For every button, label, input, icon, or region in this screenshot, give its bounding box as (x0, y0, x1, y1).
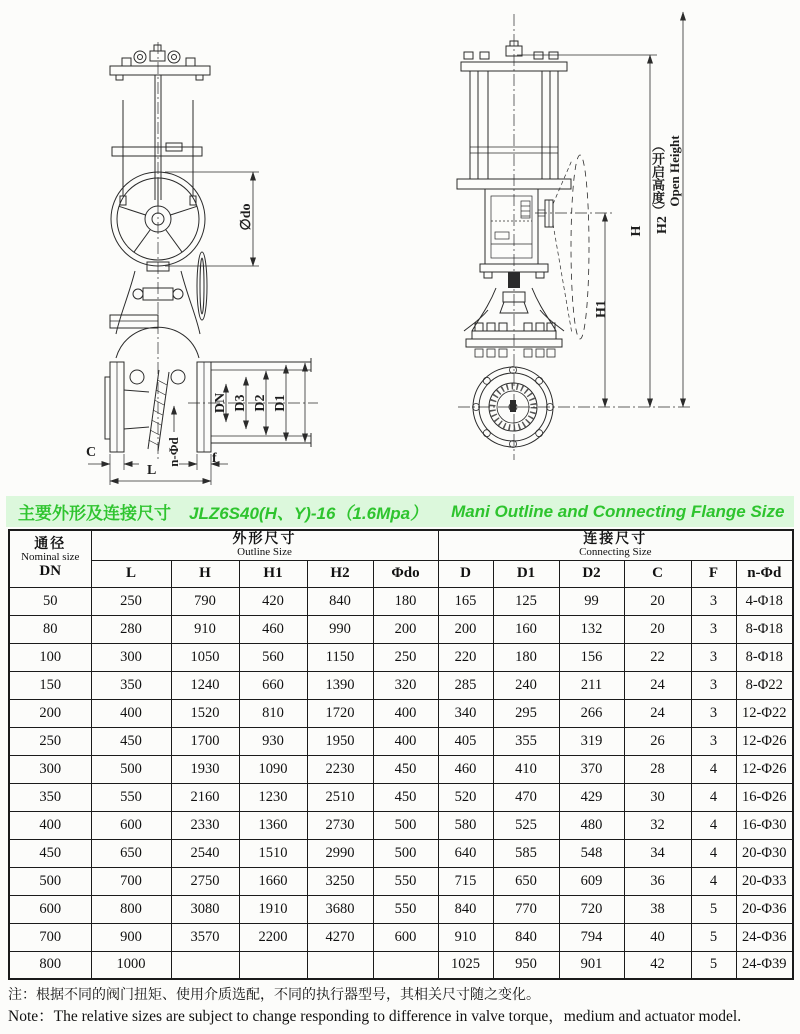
value-cell: 5 (691, 923, 736, 951)
value-cell: 2750 (171, 867, 239, 895)
value-cell: 2540 (171, 839, 239, 867)
dim-label-l: L (147, 463, 157, 478)
header-connecting-zh: 连接尺寸 (583, 532, 648, 548)
value-cell: 1720 (307, 699, 373, 727)
valve-drawings-svg (0, 0, 800, 497)
value-cell: 12-Φ26 (736, 755, 793, 783)
col-header-do: Φdo (373, 560, 438, 587)
value-cell: 24 (624, 699, 691, 727)
value-cell: 3570 (171, 923, 239, 951)
table-row (9, 727, 793, 755)
value-cell: 4 (691, 811, 736, 839)
value-cell: 99 (559, 587, 624, 615)
value-cell: 1050 (171, 643, 239, 671)
value-cell: 3 (691, 587, 736, 615)
dn-cell: 150 (9, 671, 91, 699)
value-cell: 1090 (239, 755, 307, 783)
dim-label-d3: D3 (233, 394, 248, 412)
value-cell: 609 (559, 867, 624, 895)
value-cell: 720 (559, 895, 624, 923)
value-cell (239, 951, 307, 979)
col-header-H: H (171, 560, 239, 587)
value-cell: 26 (624, 727, 691, 755)
dn-cell: 50 (9, 587, 91, 615)
value-cell: 4270 (307, 923, 373, 951)
table-row (9, 755, 793, 783)
value-cell: 400 (91, 699, 171, 727)
table-row (9, 839, 793, 867)
dim-label-open-height-en: Open Height (667, 135, 682, 207)
value-cell: 30 (624, 783, 691, 811)
value-cell: 24 (624, 671, 691, 699)
left-valve-drawing (88, 42, 318, 485)
value-cell: 400 (373, 699, 438, 727)
table-row (9, 699, 793, 727)
value-cell: 355 (493, 727, 559, 755)
value-cell: 429 (559, 783, 624, 811)
value-cell: 840 (438, 895, 493, 923)
value-cell: 4 (691, 755, 736, 783)
col-header-H1: H1 (239, 560, 307, 587)
value-cell: 200 (438, 615, 493, 643)
value-cell: 585 (493, 839, 559, 867)
value-cell: 20 (624, 615, 691, 643)
value-cell: 3080 (171, 895, 239, 923)
value-cell: 900 (91, 923, 171, 951)
value-cell: 840 (307, 587, 373, 615)
value-cell: 300 (91, 643, 171, 671)
value-cell: 500 (91, 755, 171, 783)
value-cell: 3 (691, 615, 736, 643)
value-cell: 3 (691, 727, 736, 755)
value-cell: 2230 (307, 755, 373, 783)
col-header-L: L (91, 560, 171, 587)
value-cell: 910 (171, 615, 239, 643)
value-cell: 930 (239, 727, 307, 755)
dim-label-h: H (629, 225, 644, 237)
value-cell: 950 (493, 951, 559, 979)
dn-cell: 300 (9, 755, 91, 783)
value-cell: 16-Φ30 (736, 811, 793, 839)
value-cell: 910 (438, 923, 493, 951)
col-header-C: C (624, 560, 691, 587)
value-cell: 460 (239, 615, 307, 643)
value-cell: 3 (691, 671, 736, 699)
value-cell: 901 (559, 951, 624, 979)
value-cell: 1000 (91, 951, 171, 979)
value-cell: 548 (559, 839, 624, 867)
value-cell: 42 (624, 951, 691, 979)
table-row (9, 895, 793, 923)
value-cell: 12-Φ26 (736, 727, 793, 755)
value-cell: 4-Φ18 (736, 587, 793, 615)
value-cell: 1520 (171, 699, 239, 727)
value-cell: 1360 (239, 811, 307, 839)
value-cell: 550 (91, 783, 171, 811)
value-cell: 1510 (239, 839, 307, 867)
value-cell: 520 (438, 783, 493, 811)
dn-cell: 200 (9, 699, 91, 727)
value-cell: 285 (438, 671, 493, 699)
dimension-table-body (9, 587, 793, 979)
value-cell: 790 (171, 587, 239, 615)
value-cell: 700 (91, 867, 171, 895)
table-row (9, 867, 793, 895)
dn-cell: 500 (9, 867, 91, 895)
dn-cell: 100 (9, 643, 91, 671)
value-cell: 770 (493, 895, 559, 923)
value-cell: 340 (438, 699, 493, 727)
value-cell: 280 (91, 615, 171, 643)
value-cell: 450 (373, 783, 438, 811)
value-cell: 20-Φ36 (736, 895, 793, 923)
header-group-connecting-size (438, 530, 793, 560)
value-cell: 600 (91, 811, 171, 839)
value-cell: 640 (438, 839, 493, 867)
value-cell: 28 (624, 755, 691, 783)
value-cell: 20 (624, 587, 691, 615)
dim-label-d1: D1 (273, 394, 288, 412)
dn-cell: 800 (9, 951, 91, 979)
value-cell: 36 (624, 867, 691, 895)
header-nominal-size-en: Nominal size (21, 551, 80, 564)
dim-label-h1: H1 (594, 300, 609, 318)
title-english: Mani Outline and Connecting Flange Size (451, 501, 785, 521)
dimension-table-container (8, 529, 794, 980)
title-model-number: JLZ6S40(H、Y)-16（1.6Mpa） (189, 504, 428, 523)
value-cell: 470 (493, 783, 559, 811)
value-cell: 1025 (438, 951, 493, 979)
dim-label-dn: DN (213, 392, 228, 414)
value-cell: 560 (239, 643, 307, 671)
value-cell: 5 (691, 951, 736, 979)
value-cell: 5 (691, 895, 736, 923)
value-cell: 180 (373, 587, 438, 615)
value-cell: 480 (559, 811, 624, 839)
value-cell: 266 (559, 699, 624, 727)
value-cell: 180 (493, 643, 559, 671)
value-cell: 500 (373, 811, 438, 839)
value-cell: 2160 (171, 783, 239, 811)
title-chinese: 主要外形及连接尺寸 (18, 504, 171, 523)
value-cell: 4 (691, 867, 736, 895)
dn-cell: 80 (9, 615, 91, 643)
value-cell: 320 (373, 671, 438, 699)
value-cell: 580 (438, 811, 493, 839)
value-cell: 8-Φ18 (736, 615, 793, 643)
value-cell: 660 (239, 671, 307, 699)
value-cell: 400 (373, 727, 438, 755)
value-cell: 525 (493, 811, 559, 839)
value-cell: 1700 (171, 727, 239, 755)
value-cell: 40 (624, 923, 691, 951)
table-row (9, 587, 793, 615)
col-header-H2: H2 (307, 560, 373, 587)
dn-cell: 350 (9, 783, 91, 811)
table-row (9, 671, 793, 699)
header-nominal-size-zh: 通径 (34, 537, 67, 553)
value-cell: 250 (373, 643, 438, 671)
note-chinese: 注：根据不同的阀门扭矩、使用介质选配，不同的执行器型号，其相关尺寸随之变化。 (8, 988, 540, 1003)
dim-label-h2: H2 (655, 216, 670, 234)
note-english: Note：The relative sizes are subject to change responding to difference in valve torque，medium and actuator model. (8, 1008, 742, 1025)
value-cell: 650 (91, 839, 171, 867)
col-header-n-d: n-Φd (736, 560, 793, 587)
value-cell: 165 (438, 587, 493, 615)
value-cell: 460 (438, 755, 493, 783)
value-cell: 1950 (307, 727, 373, 755)
value-cell: 2730 (307, 811, 373, 839)
table-row (9, 811, 793, 839)
dim-label-f: f (212, 451, 217, 466)
value-cell: 2510 (307, 783, 373, 811)
dim-label-d2: D2 (253, 394, 268, 412)
value-cell: 1150 (307, 643, 373, 671)
value-cell: 211 (559, 671, 624, 699)
value-cell: 800 (91, 895, 171, 923)
value-cell (307, 951, 373, 979)
value-cell: 990 (307, 615, 373, 643)
value-cell (171, 951, 239, 979)
value-cell: 550 (373, 895, 438, 923)
value-cell: 350 (91, 671, 171, 699)
table-row (9, 615, 793, 643)
value-cell: 2990 (307, 839, 373, 867)
value-cell: 20-Φ30 (736, 839, 793, 867)
value-cell: 22 (624, 643, 691, 671)
table-row (9, 951, 793, 979)
dimension-table (8, 529, 794, 980)
value-cell: 24-Φ39 (736, 951, 793, 979)
technical-drawings (0, 0, 800, 497)
value-cell: 3 (691, 699, 736, 727)
dim-label-do: ∅do (239, 203, 254, 231)
value-cell: 20-Φ33 (736, 867, 793, 895)
value-cell: 2330 (171, 811, 239, 839)
col-header-F: F (691, 560, 736, 587)
value-cell: 8-Φ18 (736, 643, 793, 671)
section-title-bar (6, 496, 794, 527)
value-cell: 650 (493, 867, 559, 895)
value-cell: 240 (493, 671, 559, 699)
dim-label-c: C (86, 445, 97, 460)
value-cell: 132 (559, 615, 624, 643)
value-cell: 600 (373, 923, 438, 951)
dn-cell: 250 (9, 727, 91, 755)
value-cell: 319 (559, 727, 624, 755)
dim-label-open-height-cn: （开启高度） (650, 139, 665, 217)
dim-label-n-d: n-Φd (166, 437, 181, 467)
value-cell: 1660 (239, 867, 307, 895)
value-cell: 4 (691, 783, 736, 811)
value-cell: 295 (493, 699, 559, 727)
value-cell: 794 (559, 923, 624, 951)
col-header-D2: D2 (559, 560, 624, 587)
value-cell: 500 (373, 839, 438, 867)
value-cell: 125 (493, 587, 559, 615)
value-cell: 715 (438, 867, 493, 895)
col-header-D1: D1 (493, 560, 559, 587)
value-cell: 410 (493, 755, 559, 783)
value-cell: 32 (624, 811, 691, 839)
value-cell: 810 (239, 699, 307, 727)
value-cell: 3 (691, 643, 736, 671)
header-outline-zh: 外形尺寸 (232, 532, 297, 548)
value-cell: 420 (239, 587, 307, 615)
value-cell: 220 (438, 643, 493, 671)
value-cell: 2200 (239, 923, 307, 951)
dn-cell: 400 (9, 811, 91, 839)
value-cell: 156 (559, 643, 624, 671)
value-cell: 450 (91, 727, 171, 755)
table-row (9, 643, 793, 671)
header-group-outline-size (91, 530, 438, 560)
value-cell: 12-Φ22 (736, 699, 793, 727)
value-cell: 550 (373, 867, 438, 895)
value-cell: 370 (559, 755, 624, 783)
dn-cell: 700 (9, 923, 91, 951)
value-cell: 840 (493, 923, 559, 951)
value-cell: 450 (373, 755, 438, 783)
value-cell: 250 (91, 587, 171, 615)
value-cell: 160 (493, 615, 559, 643)
table-row (9, 923, 793, 951)
value-cell: 1230 (239, 783, 307, 811)
value-cell: 1240 (171, 671, 239, 699)
value-cell: 1930 (171, 755, 239, 783)
value-cell: 38 (624, 895, 691, 923)
value-cell: 3680 (307, 895, 373, 923)
header-dn: DN (39, 563, 62, 580)
value-cell: 405 (438, 727, 493, 755)
value-cell: 3250 (307, 867, 373, 895)
value-cell: 1390 (307, 671, 373, 699)
value-cell: 4 (691, 839, 736, 867)
value-cell: 34 (624, 839, 691, 867)
header-outline-en: Outline Size (237, 546, 292, 559)
dn-cell: 450 (9, 839, 91, 867)
value-cell: 200 (373, 615, 438, 643)
value-cell: 16-Φ26 (736, 783, 793, 811)
col-header-D: D (438, 560, 493, 587)
value-cell: 1910 (239, 895, 307, 923)
value-cell: 24-Φ36 (736, 923, 793, 951)
value-cell: 8-Φ22 (736, 671, 793, 699)
table-row (9, 783, 793, 811)
value-cell (373, 951, 438, 979)
header-connecting-en: Connecting Size (579, 546, 652, 559)
header-nominal-size (9, 530, 91, 587)
dn-cell: 600 (9, 895, 91, 923)
